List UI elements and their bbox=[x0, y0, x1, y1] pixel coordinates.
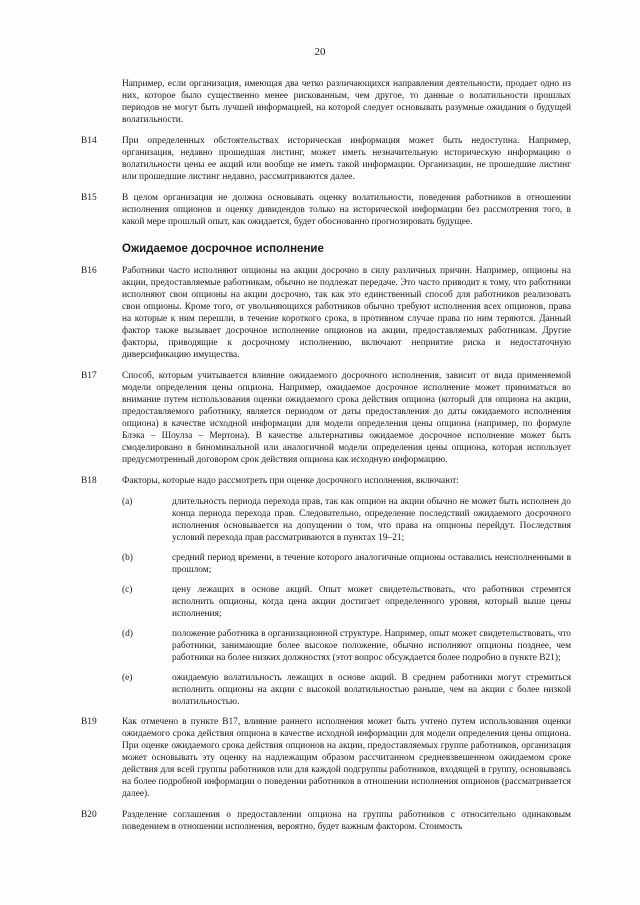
paragraph-number: B15 bbox=[81, 193, 97, 203]
paragraph-b14 bbox=[81, 135, 571, 183]
paragraph-b20 bbox=[81, 809, 571, 833]
list-item-label: (d) bbox=[122, 629, 133, 639]
paragraph-text: Работники часто исполняют опционы на акции досрочно в силу различных причин. Например, опционы на акции, предоставляемые работникам, обычно не подлежат передаче. Это часто приводит к тому, что работники исполняют свои опционы на акции досрочно, так как это единственный способ для работников реализовать свои опционы. Кроме того, от увольняющихся работников обычно требуют исполнения всех опционов, права на которые к ним перешли, в течение короткого срока, в противном случае права по ним теряются. Данный фактор также вызывает досрочное исполнение опционов на акции, предоставляемых работникам. Другие факторы, приводящие к досрочному исполнению, включают неприятие риска и недостаточную диверсификацию имущества. bbox=[122, 266, 571, 360]
list-item-d bbox=[81, 628, 571, 664]
paragraph-number: B19 bbox=[81, 717, 97, 727]
paragraph-number: B18 bbox=[81, 476, 97, 486]
page-content bbox=[81, 78, 571, 842]
paragraph-intro bbox=[81, 78, 571, 126]
list-item-a bbox=[81, 496, 571, 544]
list-item-text: ожидаемую волатильность лежащих в основе акций. В среднем работники могут стремиться исполнить опционы на акции с высокой волатильностью раньше, чем на акции с более низкой волатильностью. bbox=[172, 673, 571, 707]
paragraph-text: Например, если организация, имеющая два четко различающихся направления деятельности, продает одно из них, которое было существенно менее рискованным, чем другое, то данные о волатильности прошлых периодов не могут быть лучшей информацией, на которой следует основывать разумные ожидания о будущей волатильности. bbox=[122, 79, 571, 125]
paragraph-text: Разделение соглашения о предоставлении опциона на группы работников с относительно одинаковым поведением в отношении исполнения, вероятно, будет важным фактором. Стоимость bbox=[122, 810, 571, 832]
list-item-text: средний период времени, в течение которого аналогичные опционы оставались неисполненными в прошлом; bbox=[172, 553, 571, 575]
paragraph-text: В целом организация не должна основывать оценку волатильности, поведения работников в отношении исполнения опционов и оценку дивидендов только на исторической информации без рассмотрения того, в какой мере прошлый опыт, как ожидается, будет обоснованно прогнозировать будущее. bbox=[122, 193, 571, 227]
paragraph-number: B14 bbox=[81, 136, 97, 146]
paragraph-text: Факторы, которые надо рассмотреть при оценке досрочного исполнения, включают: bbox=[122, 476, 459, 486]
list-item-label: (b) bbox=[122, 553, 133, 563]
paragraph-number: B17 bbox=[81, 371, 97, 381]
list-item-label: (c) bbox=[122, 585, 133, 595]
list-item-text: цену лежащих в основе акций. Опыт может свидетельствовать, что работники стремятся исполнить опционы, когда цена акции достигает определенного уровня, который выше цены исполнения; bbox=[172, 585, 571, 619]
paragraph-number: B20 bbox=[81, 810, 97, 820]
paragraph-b15 bbox=[81, 192, 571, 228]
list-item-b bbox=[81, 552, 571, 576]
list-item-text: положение работника в организационной структуре. Например, опыт может свидетельствовать, что работники, занимающие более высокое положение, обычно исполняют опционы позднее, чем работники на более низких должностях (этот вопрос обсуждается более подробно в пункте B21); bbox=[172, 629, 571, 663]
list-item-e bbox=[81, 672, 571, 708]
paragraph-b18 bbox=[81, 475, 571, 487]
list-item-text: длительность периода перехода прав, так как опцион на акции обычно не может быть исполнен до конца периода перехода прав. Следовательно, определение последствий ожидаемого досрочного исполнения основывается на допущении о том, что права на опционы перейдут. Последствия условий перехода прав рассматриваются в пунктах 19–21; bbox=[172, 497, 571, 543]
paragraph-b16 bbox=[81, 265, 571, 361]
list-item-label: (e) bbox=[122, 673, 133, 683]
paragraph-text: Способ, которым учитывается влияние ожидаемого досрочного исполнения, зависит от вида применяемой модели определения цены опциона. Например, ожидаемое досрочное исполнение может приниматься во внимание путем использования оценки ожидаемого срока действия опциона (который для опциона на акции, предоставляемого работнику, является периодом от даты предоставления до даты ожидаемого исполнения опциона) в качестве исходной информации для модели определения цены опциона (например, по формуле Блэка – Шоулза – Мертона). В качестве альтернативы ожидаемое досрочное исполнение может быть смоделировано в биноминальной или аналогичной модели определения цены опциона, которая использует предусмотренный договором срок действия опциона как исходную информацию. bbox=[122, 371, 571, 465]
paragraph-text: При определенных обстоятельствах историческая информация может быть недоступна. Например, организация, недавно прошедшая листинг, может иметь незначительную историческую информацию о волатильности цены ее акций или вообще не иметь такой информации. Организации, не прошедшие листинг или прошедшие листинг недавно, рассматриваются далее. bbox=[122, 136, 571, 182]
list-item-c bbox=[81, 584, 571, 620]
page-number: 20 bbox=[314, 46, 326, 58]
list-item-label: (a) bbox=[122, 497, 133, 507]
paragraph-b17 bbox=[81, 370, 571, 466]
paragraph-text: Как отмечено в пункте B17, влияние раннего исполнения может быть учтено путем использования оценки ожидаемого срока действия опциона в качестве исходной информации для модели определения цены опциона. При оценке ожидаемого срока действия опционов на акции, предоставляемых группе работников, организация может основывать эту оценку на надлежащим образом рассчитанном средневзвешенном ожидаемом сроке действия для всей группы работников или для каждой подгруппы работников, входящей в группу, основываясь на более подробной информации о поведении работников в отношении исполнения опционов (рассматривается далее). bbox=[122, 717, 571, 799]
paragraph-number: B16 bbox=[81, 266, 97, 276]
paragraph-b19 bbox=[81, 716, 571, 800]
section-heading: Ожидаемое досрочное исполнение bbox=[122, 243, 324, 255]
